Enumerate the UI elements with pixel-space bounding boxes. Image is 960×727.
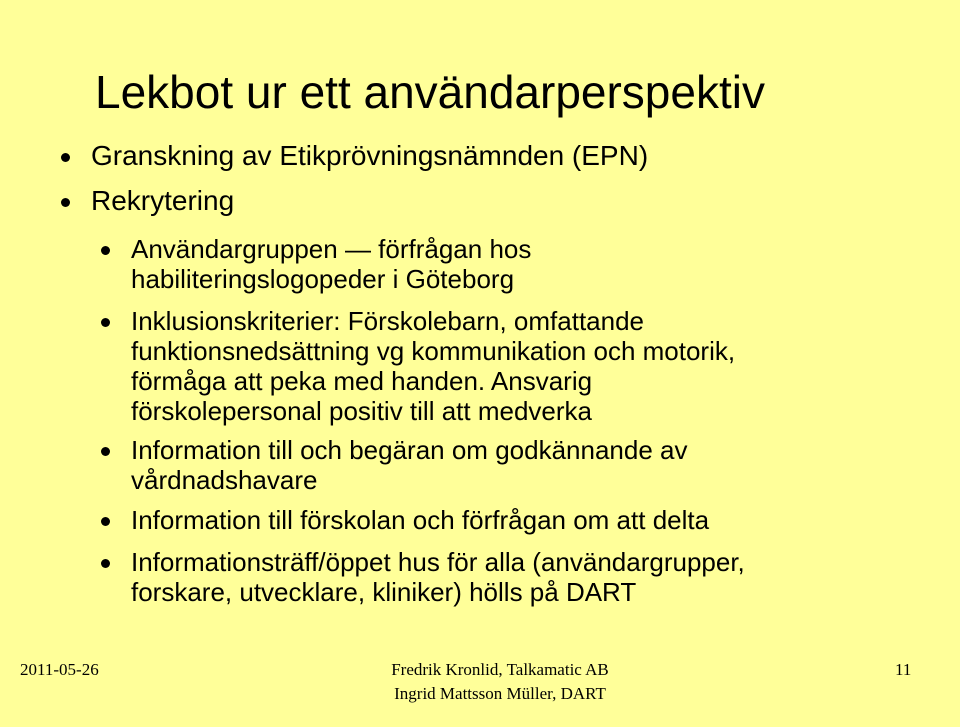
bullet-rekrytering <box>91 186 234 216</box>
sub-bullet-vardnadshavare <box>131 435 921 495</box>
bullet-dot-icon <box>101 447 110 456</box>
sub-bullet-line: Information till och begäran om godkännande av <box>131 435 688 465</box>
bullet-dot-icon <box>61 153 70 162</box>
sub-bullet-line: Användargruppen — förfrågan hos <box>131 234 532 264</box>
footer-authors <box>370 658 630 706</box>
footer-date: 2011-05-26 <box>20 660 99 679</box>
bullet-dot-icon <box>61 198 70 207</box>
bullet-epn <box>91 141 648 171</box>
page-number: 11 <box>895 660 912 679</box>
bullet-text: Rekrytering <box>91 185 235 216</box>
bullet-dot-icon <box>101 318 110 327</box>
sub-bullet-forskolan <box>131 505 921 535</box>
sub-bullet-inklusionskriterier <box>131 306 921 426</box>
slide-title: Lekbot ur ett användarperspektiv <box>95 66 765 118</box>
sub-bullet-anvandargruppen <box>131 234 921 294</box>
sub-bullet-line: Informationsträff/öppet hus för alla (användargrupper, <box>131 547 745 577</box>
bullet-dot-icon <box>101 559 110 568</box>
sub-bullet-line: förskolepersonal positiv till att medverka <box>131 396 592 426</box>
sub-bullet-line: förmåga att peka med handen. Ansvarig <box>131 366 593 396</box>
sub-bullet-line: Information till förskolan och förfrågan om att delta <box>131 505 710 535</box>
bullet-dot-icon <box>101 517 110 526</box>
sub-bullet-informationstraff <box>131 547 921 607</box>
footer-author-line: Ingrid Mattsson Müller, DART <box>394 684 606 703</box>
sub-bullet-line: Inklusionskriterier: Förskolebarn, omfattande <box>131 306 645 336</box>
bullet-dot-icon <box>101 246 110 255</box>
footer-author-line: Fredrik Kronlid, Talkamatic AB <box>391 660 609 679</box>
sub-bullet-line: forskare, utvecklare, kliniker) hölls på DART <box>131 577 637 607</box>
sub-bullet-line: vårdnadshavare <box>131 465 318 495</box>
sub-bullet-line: habiliteringslogopeder i Göteborg <box>131 264 515 294</box>
sub-bullet-line: funktionsnedsättning vg kommunikation och motorik, <box>131 336 736 366</box>
bullet-text: Granskning av Etikprövningsnämnden (EPN) <box>91 140 649 171</box>
